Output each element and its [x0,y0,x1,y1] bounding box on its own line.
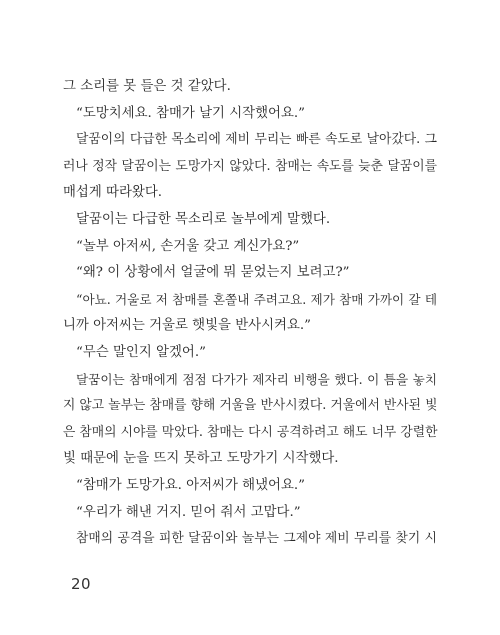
text-line: 러나 정작 달꿈이는 도망가지 않았다. 참매는 속도를 늦춘 달꿈이를 [63,158,437,174]
text-line: “참매가 도망가요. 아저씨가 해냈어요.” [76,477,306,493]
text-line: “놀부 아저씨, 손거울 갖고 계신가요?” [76,238,300,254]
text-line: 달꿈이의 다급한 목소리에 제비 무리는 빠른 속도로 날아갔다. 그 [76,132,437,148]
text-line: “도망치세요. 참매가 날기 시작했어요.” [76,105,306,121]
text-line: 달꿈이는 다급한 목소리로 놀부에게 말했다. [76,211,331,227]
text-line: 니까 아저씨는 거울로 햇빛을 반사시켜요.” [63,318,312,334]
text-line: “무슨 말인지 알겠어.” [76,344,206,360]
text-line: 매섭게 따라왔다. [63,185,163,201]
text-line: “왜? 이 상황에서 얼굴에 뭐 묻었는지 보려고?” [76,265,350,281]
text-line: 참매의 공격을 피한 달꿈이와 놀부는 그제야 제비 무리를 찾기 시 [76,531,437,547]
text-line: 빛 때문에 눈을 뜨지 못하고 도망가기 시작했다. [63,451,339,467]
text-line: 지 않고 놀부는 참매를 향해 거울을 반사시켰다. 거울에서 반사된 빛 [63,398,438,414]
text-line: 달꿈이는 참매에게 점점 다가가 제자리 비행을 했다. 이 틈을 놓치 [76,371,437,387]
text-line: 은 참매의 시야를 막았다. 참매는 다시 공격하려고 해도 너무 강렬한 [63,424,438,440]
body-text [63,74,437,553]
text-line: “우리가 해낸 거지. 믿어 줘서 고맙다.” [76,504,301,520]
text-line: “아뇨. 거울로 저 참매를 혼쫄내 주려고요. 제가 참매 가까이 갈 테 [76,291,437,307]
page-number: 20 [71,575,92,593]
text-line: 그 소리를 못 들은 것 같았다. [63,79,231,94]
